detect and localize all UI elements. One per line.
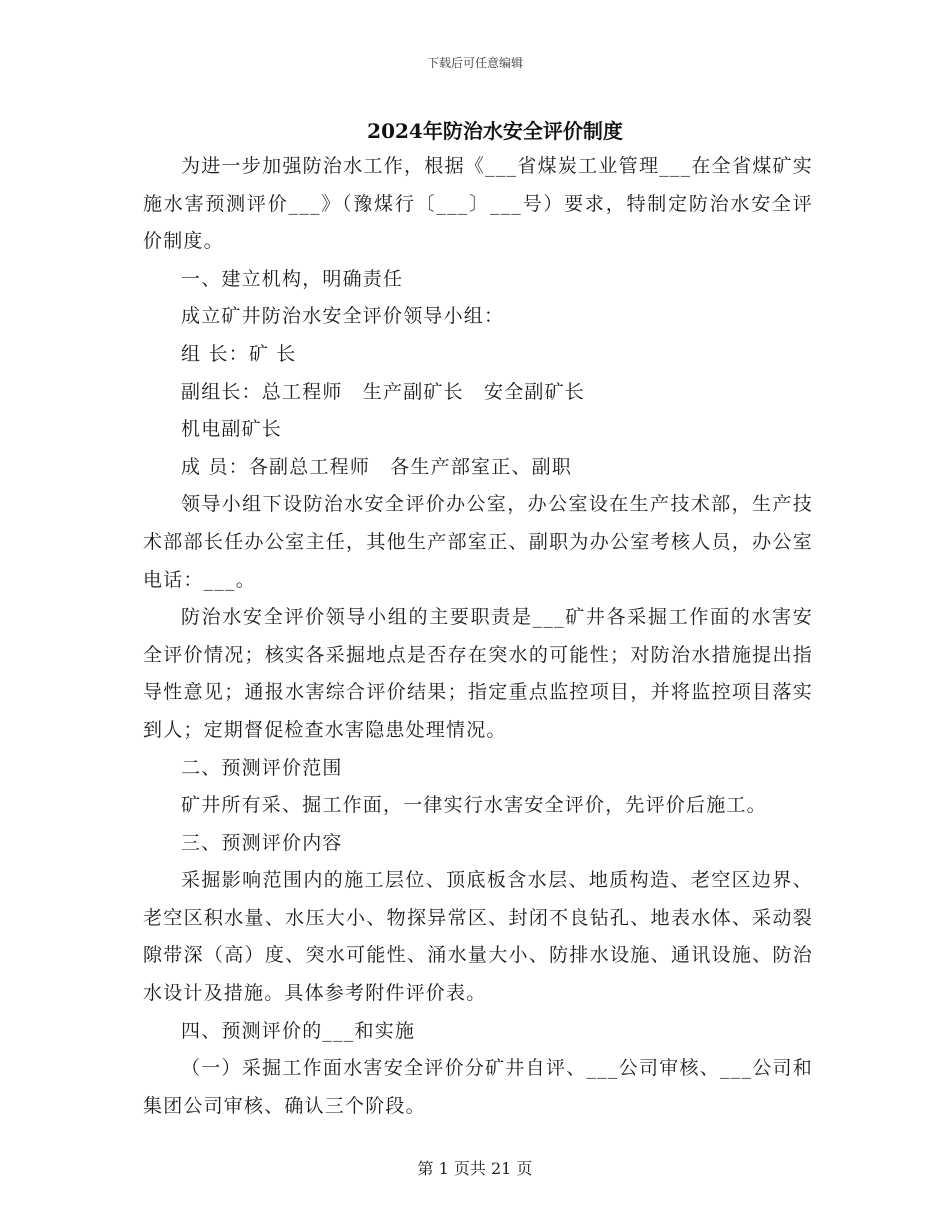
paragraph: 成 员：各副总工程师 各生产部室正、副职 bbox=[181, 455, 573, 478]
paragraph-intro: 为进一步加强防治水工作，根据《___省煤炭工业管理___在全省煤矿实施水害预测评价___》（豫煤行〔___〕___号）要求，特制定防治水安全评价制度。 bbox=[143, 155, 813, 253]
section-heading-1: 一、建立机构，明确责任 bbox=[181, 267, 404, 290]
paragraph: 机电副矿长 bbox=[181, 418, 283, 441]
header-note: 下载后可任意编辑 bbox=[426, 56, 523, 70]
section-heading-3: 三、预测评价内容 bbox=[181, 831, 343, 854]
paragraph: （一）采掘工作面水害安全评价分矿井自评、___公司审核、___公司和集团公司审核、确认三个阶段。 bbox=[143, 1057, 813, 1117]
paragraph: 组 长：矿 长 bbox=[181, 342, 297, 365]
paragraph: 采掘影响范围内的施工层位、顶底板含水层、地质构造、老空区边界、老空区积水量、水压大小、物探异常区、封闭不良钻孔、地表水体、采动裂隙带深（高）度、突水可能性、涌水量大小、防排水设施、通讯设施、防治水设计及措施。具体参考附件评价表。 bbox=[143, 869, 813, 1005]
paragraph: 副组长：总工程师 生产副矿长 安全副矿长 bbox=[181, 380, 586, 403]
paragraph: 矿井所有采、掘工作面，一律实行水害安全评价，先评价后施工。 bbox=[181, 794, 767, 817]
section-heading-2: 二、预测评价范围 bbox=[181, 756, 343, 779]
document-title: 2024年防治水安全评价制度 bbox=[367, 119, 623, 143]
paragraph: 成立矿井防治水安全评价领导小组： bbox=[181, 305, 505, 328]
document-body bbox=[143, 148, 813, 1125]
paragraph: 防治水安全评价领导小组的主要职责是___矿井各采掘工作面的水害安全评价情况；核实各采掘地点是否存在突水的可能性；对防治水措施提出指导性意见；通报水害综合评价结果；指定重点监控项目，并将监控项目落实到人；定期督促检查水害隐患处理情况。 bbox=[143, 606, 813, 741]
paragraph: 领导小组下设防治水安全评价办公室，办公室设在生产技术部，生产技术部部长任办公室主任，其他生产部室正、副职为办公室考核人员，办公室电话：___。 bbox=[143, 493, 813, 591]
page-footer: 第 1 页共 21 页 bbox=[417, 1159, 533, 1178]
section-heading-4: 四、预测评价的___和实施 bbox=[181, 1019, 416, 1042]
